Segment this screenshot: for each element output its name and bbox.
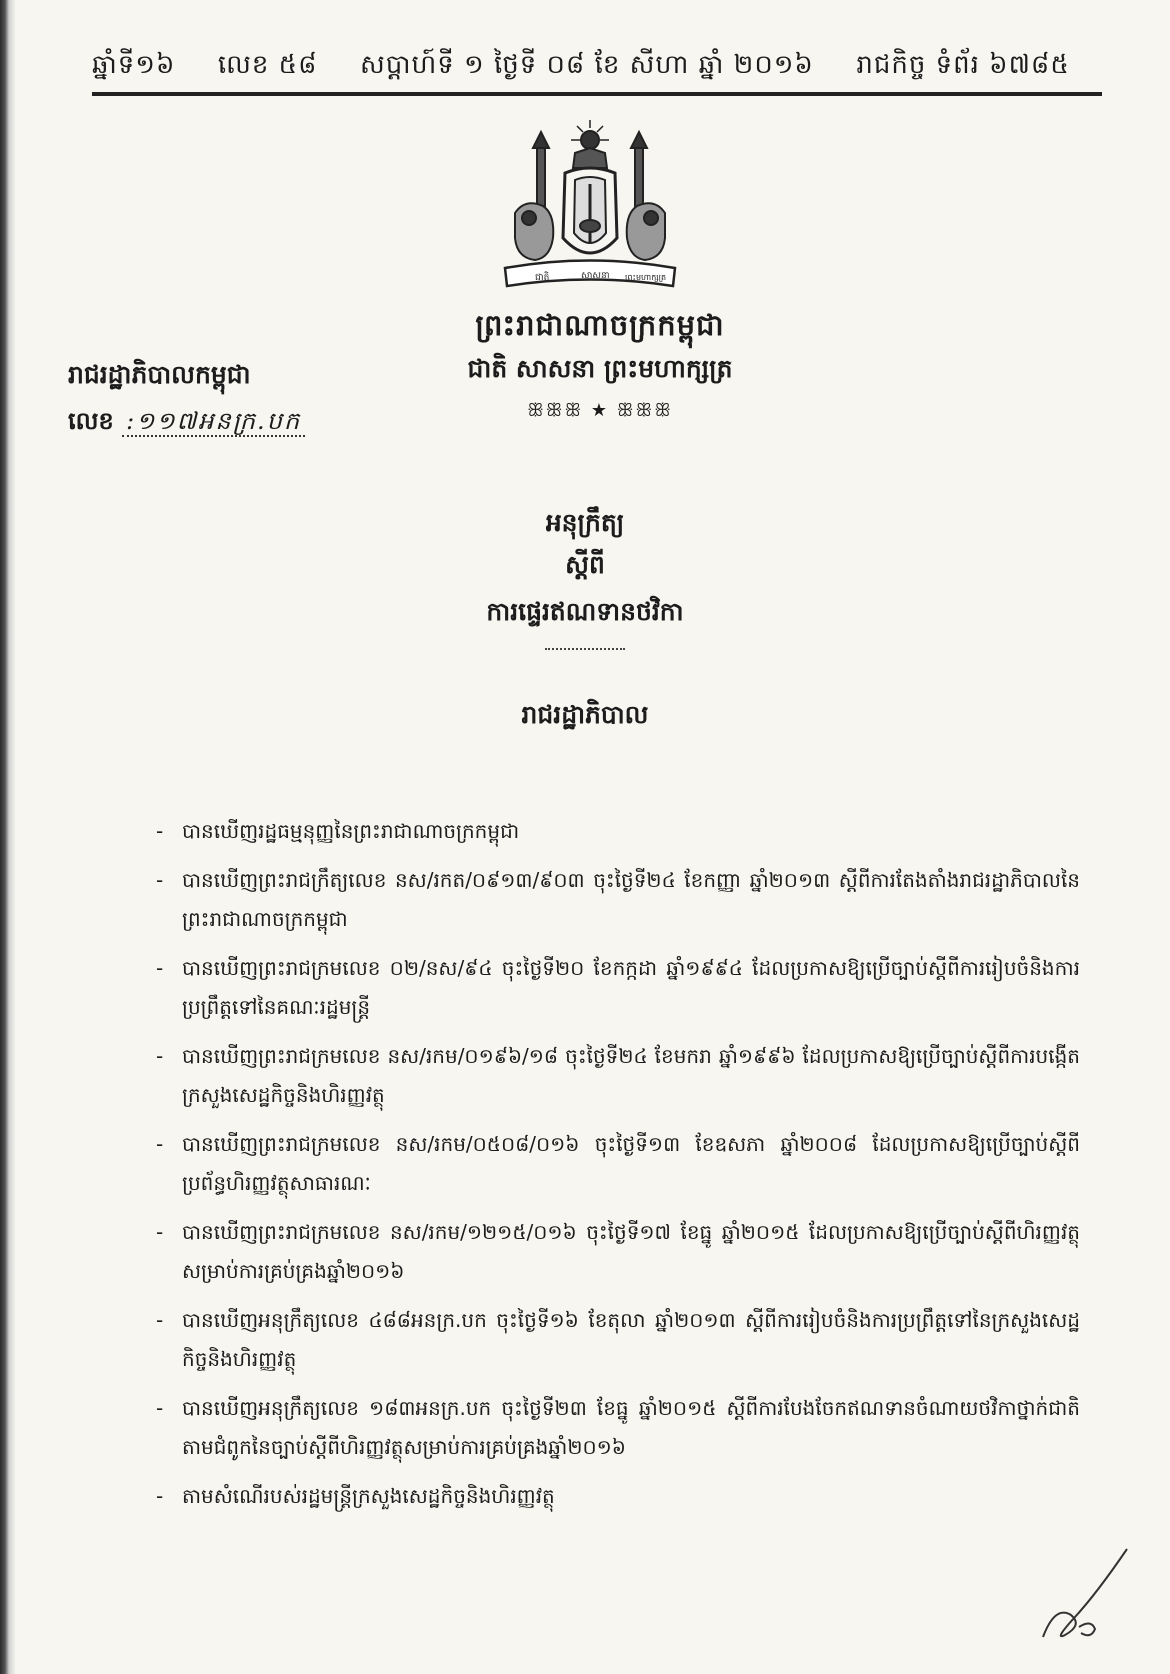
- reference-value: :១១៧អនក្រ.បក: [122, 407, 305, 437]
- document-type: អនុក្រឹត្យ: [545, 508, 625, 537]
- document-subject: ការផ្ទេរឥណទានថវិកា: [486, 597, 684, 626]
- list-item: - បានឃើញព្រះរាជក្រមលេខ នស/រកម/១២១៥/០១៦ ចុះថ្ងៃទី១៧ ខែធ្នូ ឆ្នាំ២០១៥ ដែលប្រកាសឱ្យប្រើច្បាប់ស្តីពីហិរញ្ញវត្ថុសម្រាប់ការគ្រប់គ្រងឆ្នាំ២០១៦: [150, 1213, 1080, 1291]
- handwritten-initial-icon: [1035, 1545, 1135, 1645]
- national-motto: ជាតិ សាសនា ព្រះមហាក្សត្រ: [467, 354, 733, 383]
- list-item: - បានឃើញរដ្ឋធម្មនុញ្ញនៃព្រះរាជាណាចក្រកម្ពុជា: [150, 812, 1080, 851]
- title-ornament: ꕥꕥꕥ ★ ꕥꕥꕥ: [527, 400, 673, 421]
- list-item: - បានឃើញព្រះរាជក្រមលេខ នស/រកម/០១៩៦/១៨ ចុះថ្ងៃទី២៤ ខែមករា ឆ្នាំ១៩៩៦ ដែលប្រកាសឱ្យប្រើច្បាប់ស្តីពីការបង្កើតក្រសួងសេដ្ឋកិច្ចនិងហិរញ្ញវត្ថុ: [150, 1037, 1080, 1115]
- list-item: - បានឃើញព្រះរាជក្រឹត្យលេខ នស/រកត/០៩១៣/៩០៣ ចុះថ្ងៃទី២៤ ខែកញ្ញា ឆ្នាំ២០១៣ ស្តីពីការតែងតាំងរាជរដ្ឋាភិបាលនៃព្រះរាជាណាចក្រកម្ពុជា: [150, 861, 1080, 939]
- svg-text:សាសនា: សាសនា: [581, 271, 610, 281]
- reference-label: លេខ: [68, 407, 114, 435]
- gazette-year: ឆ្នាំទី១៦: [92, 50, 176, 80]
- gazette-date: សប្តាហ៍ទី ១ ថ្ងៃទី ០៨ ខែ សីហា ឆ្នាំ ២០១៦: [360, 50, 814, 80]
- gazette-page: រាជកិច្ច ទំព័រ ៦៧៨៥: [856, 50, 1070, 80]
- gazette-running-header: [92, 48, 1102, 96]
- svg-text:ជាតិ: ជាតិ: [535, 273, 550, 283]
- royal-coat-of-arms-icon: [495, 118, 685, 303]
- issuing-authority: រាជរដ្ឋាភិបាលកម្ពុជា: [68, 360, 251, 389]
- enacting-body: រាជរដ្ឋាភិបាល: [521, 700, 649, 729]
- list-item: - បានឃើញអនុក្រឹត្យលេខ ១៨៣អនក្រ.បក ចុះថ្ងៃទី២៣ ខែធ្នូ ឆ្នាំ២០១៥ ស្តីពីការបែងចែកឥណទានចំណាយថវិកាថ្នាក់ជាតិតាមជំពូកនៃច្បាប់ស្តីពីហិរញ្ញវត្ថុសម្រាប់ការគ្រប់គ្រងឆ្នាំ២០១៦: [150, 1389, 1080, 1467]
- gazette-issue: លេខ ៥៨: [217, 50, 318, 80]
- document-about: ស្តីពី: [565, 550, 605, 579]
- list-item: - តាមសំណើរបស់រដ្ឋមន្ត្រីក្រសួងសេដ្ឋកិច្ចនិងហិរញ្ញវត្ថុ: [150, 1477, 1080, 1516]
- list-item: - បានឃើញព្រះរាជក្រមលេខ ០២/នស/៩៤ ចុះថ្ងៃទី២០ ខែកក្កដា ឆ្នាំ១៩៩៤ ដែលប្រកាសឱ្យប្រើច្បាប់ស្តីពីការរៀបចំនិងការប្រព្រឹត្តទៅនៃគណៈរដ្ឋមន្ត្រី: [150, 949, 1080, 1027]
- reference-number: [68, 406, 305, 441]
- svg-text:ព្រះមហាក្សត្រ: ព្រះមហាក្សត្រ: [625, 273, 667, 282]
- kingdom-title: ព្រះរាជាណាចក្រកម្ពុជា: [475, 308, 725, 342]
- list-item: - បានឃើញព្រះរាជក្រមលេខ នស/រកម/០៥០៨/០១៦ ចុះថ្ងៃទី១៣ ខែឧសភា ឆ្នាំ២០០៨ ដែលប្រកាសឱ្យប្រើច្បាប់ស្តីពីប្រព័ន្ធហិរញ្ញវត្ថុសាធារណៈ: [150, 1125, 1080, 1203]
- list-item: - បានឃើញអនុក្រឹត្យលេខ ៤៨៨អនក្រ.បក ចុះថ្ងៃទី១៦ ខែតុលា ឆ្នាំ២០១៣ ស្តីពីការរៀបចំនិងការប្រព្រឹត្តទៅនៃក្រសួងសេដ្ឋកិច្ចនិងហិរញ្ញវត្ថុ: [150, 1301, 1080, 1379]
- binding-edge: [0, 0, 16, 1674]
- recitals-list: [150, 812, 1080, 1526]
- title-divider: [545, 648, 625, 650]
